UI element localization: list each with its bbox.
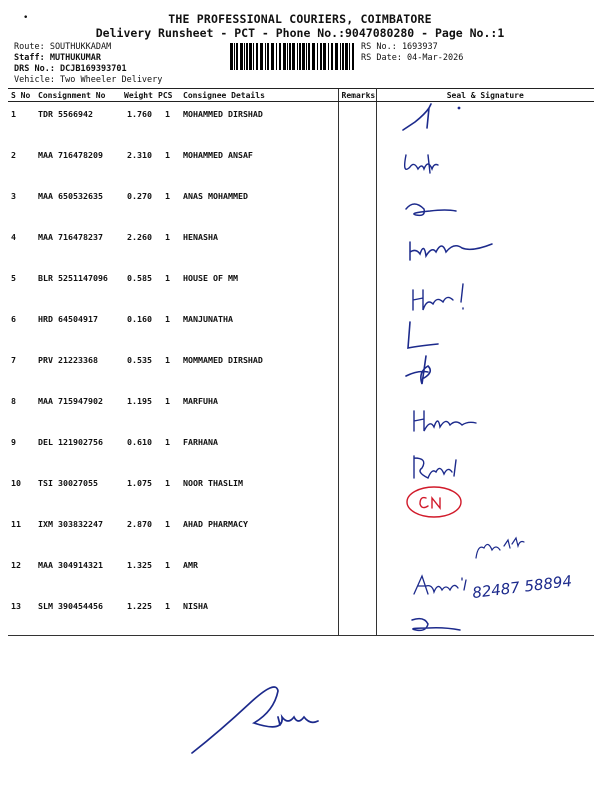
signature-row-3 [396, 195, 466, 227]
signature-row-8 [408, 405, 498, 437]
signature-row-2 [398, 145, 478, 181]
row-remarks [338, 184, 376, 225]
table-row [8, 594, 594, 636]
row-weight: 2.870 [127, 519, 152, 529]
table-row [8, 266, 594, 307]
row-pcs: 1 [165, 150, 170, 160]
row-consignee: MOHAMMED ANSAF [183, 150, 253, 160]
col-header-pcs: PCS [155, 89, 180, 102]
row-weight: 0.535 [127, 355, 152, 365]
row-pcs: 1 [165, 478, 170, 488]
row-remarks [338, 471, 376, 512]
table-row [8, 471, 594, 512]
row-sno: 2 [11, 150, 16, 160]
signature-row-10-stamp [400, 482, 480, 522]
row-remarks [338, 512, 376, 553]
row-remarks [338, 102, 376, 144]
row-consignee: NISHA [180, 594, 338, 636]
row-sno: 4 [11, 232, 16, 242]
table-row [8, 389, 594, 430]
rs-number: RS No.: 1693937 [361, 42, 438, 52]
row-consignment-no: DEL 121902756 [38, 437, 103, 447]
drs-number: DRS No.: DCJB169393701 [14, 64, 127, 74]
table-row [8, 102, 594, 144]
row-remarks [338, 348, 376, 389]
row-consignment-no: MAA 650532635 [38, 191, 103, 201]
signature-row-13 [398, 612, 478, 642]
col-header-weight: Weight [121, 89, 155, 102]
row-weight: 1.075 [127, 478, 152, 488]
row-sno: 9 [11, 437, 16, 447]
staff-signature [180, 665, 350, 765]
row-sno: 1 [11, 109, 16, 119]
row-consignment-no: PRV 21223368 [38, 355, 98, 365]
row-weight: 1.760 [127, 109, 152, 119]
row-remarks [338, 553, 376, 594]
row-sno: 13 [8, 594, 35, 636]
row-pcs: 1 [165, 560, 170, 570]
row-weight: 0.610 [127, 437, 152, 447]
row-consignee: MANJUNATHA [183, 314, 233, 324]
col-header-sno: S No [8, 89, 35, 102]
row-sno: 11 [11, 519, 21, 529]
company-title: THE PROFESSIONAL COURIERS, COIMBATORE [168, 12, 432, 26]
row-consignee: FARHANA [183, 437, 218, 447]
row-sno: 7 [11, 355, 16, 365]
row-consignment-no: MAA 715947902 [38, 396, 103, 406]
row-consignment-no: IXM 303832247 [38, 519, 103, 529]
row-remarks [338, 307, 376, 348]
row-remarks [338, 143, 376, 184]
row-weight: 0.270 [127, 191, 152, 201]
row-consignee: AHAD PHARMACY [183, 519, 248, 529]
handwritten-phone: 82487 58894 [471, 571, 573, 603]
row-weight: 2.260 [127, 232, 152, 242]
row-sno: 10 [11, 478, 21, 488]
corner-mark: • [23, 13, 29, 23]
signature-row-12 [408, 568, 478, 604]
row-pcs: 1 [165, 232, 170, 242]
row-pcs: 1 [165, 314, 170, 324]
row-consignment-no: BLR 5251147096 [38, 273, 108, 283]
table-row [8, 225, 594, 266]
row-consignee: HENASHA [183, 232, 218, 242]
signature-row-9 [408, 450, 488, 482]
col-header-remarks: Remarks [338, 89, 376, 102]
signature-row-7 [398, 352, 478, 388]
row-consignee: MARFUHA [183, 396, 218, 406]
row-pcs: 1 [155, 594, 180, 636]
row-remarks [338, 266, 376, 307]
row-pcs: 1 [165, 191, 170, 201]
route-label: Route: SOUTHUKKADAM [14, 42, 112, 52]
row-remarks [338, 225, 376, 266]
table-row [8, 348, 594, 389]
col-header-consignment: Consignment No [35, 89, 121, 102]
vehicle-label: Vehicle: Two Wheeler Delivery [14, 75, 163, 85]
signature-row-4 [402, 230, 502, 266]
row-remarks [338, 430, 376, 471]
row-pcs: 1 [165, 109, 170, 119]
row-sno: 3 [11, 191, 16, 201]
table-header-row [8, 89, 594, 102]
col-header-seal-signature: Seal & Signature [376, 89, 594, 102]
runsheet-title: Delivery Runsheet - PCT - Phone No.:9047080280 - Page No.:1 [95, 26, 505, 40]
row-weight: 2.310 [127, 150, 152, 160]
row-sno: 5 [11, 273, 16, 283]
row-sno: 12 [11, 560, 21, 570]
row-weight: 0.585 [127, 273, 152, 283]
row-pcs: 1 [165, 273, 170, 283]
signature-row-6 [398, 318, 478, 354]
row-consignment-no: MAA 716478209 [38, 150, 103, 160]
row-consignee: ANAS MOHAMMED [183, 191, 248, 201]
row-consignment-no: TSI 30027055 [38, 478, 98, 488]
row-weight: 1.195 [127, 396, 152, 406]
row-pcs: 1 [165, 396, 170, 406]
row-pcs: 1 [165, 437, 170, 447]
staff-label: Staff: MUTHUKUMAR [14, 53, 101, 63]
row-consignment-no: TDR 5566942 [38, 109, 93, 119]
row-consignment-no: MAA 304914321 [38, 560, 103, 570]
row-sno: 6 [11, 314, 16, 324]
row-consignment-no: SLM 390454456 [35, 594, 121, 636]
row-consignee: MOHAMMED DIRSHAD [183, 109, 263, 119]
row-consignee: HOUSE OF MM [183, 273, 238, 283]
row-consignment-no: MAA 716478237 [38, 232, 103, 242]
rs-date: RS Date: 04-Mar-2026 [361, 53, 464, 63]
row-weight: 1.225 [121, 594, 155, 636]
row-weight: 0.160 [127, 314, 152, 324]
row-pcs: 1 [165, 519, 170, 529]
row-sno: 8 [11, 396, 16, 406]
row-consignee: NOOR THASLIM [183, 478, 243, 488]
signature-row-5 [405, 280, 485, 316]
table-row [8, 143, 594, 184]
table-row [8, 307, 594, 348]
row-consignment-no: HRD 64504917 [38, 314, 98, 324]
table-row [8, 430, 594, 471]
col-header-consignee: Consignee Details [180, 89, 338, 102]
row-pcs: 1 [165, 355, 170, 365]
row-remarks [338, 594, 376, 636]
row-weight: 1.325 [127, 560, 152, 570]
table-row [8, 184, 594, 225]
row-consignee: AMR [183, 560, 198, 570]
signature-row-11-date-scribble [470, 530, 530, 566]
row-remarks [338, 389, 376, 430]
barcode-icon [230, 43, 355, 70]
row-consignee: MOMMAMED DIRSHAD [183, 355, 263, 365]
signature-row-1 [395, 100, 475, 136]
